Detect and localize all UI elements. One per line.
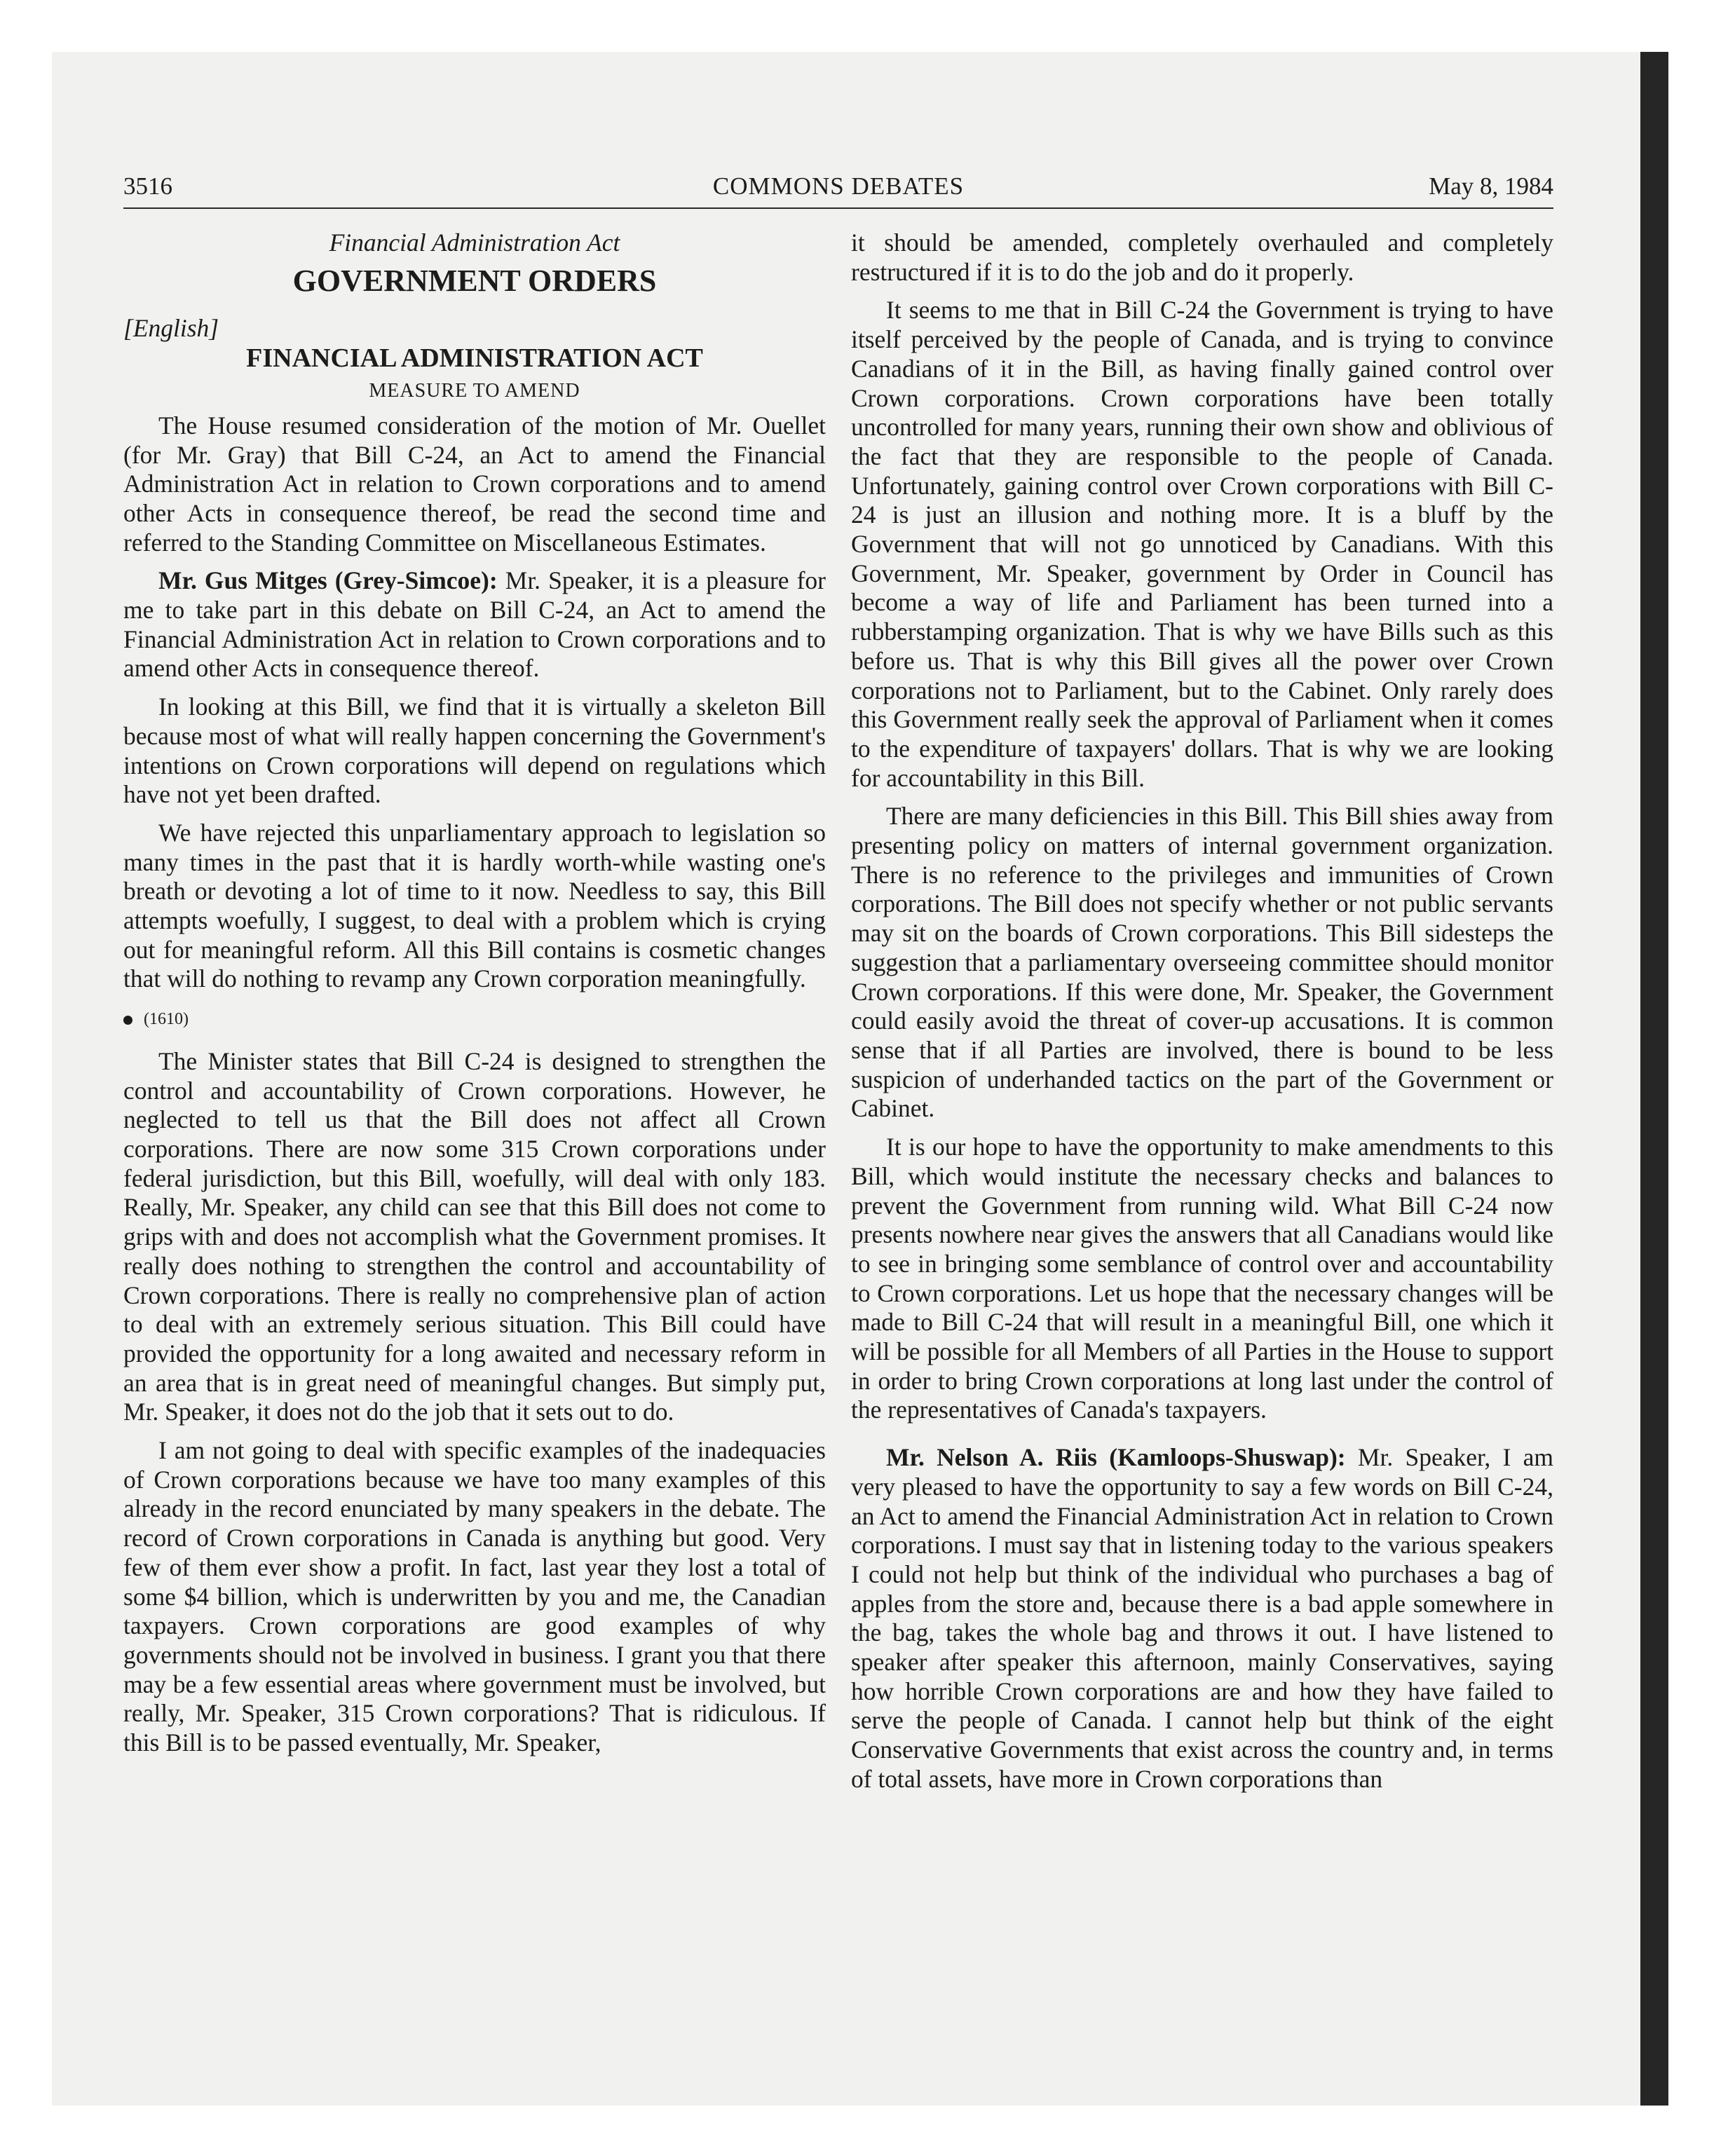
section-title: Financial Administration Act bbox=[329, 228, 620, 257]
publication-title: COMMONS DEBATES bbox=[712, 172, 965, 200]
time-marker bbox=[123, 1005, 826, 1035]
speech-paragraph: We have rejected this unparliamentary approach to legislation so many times in the past that it is hardly worth-while wasting one's breath or devoting a lot of time to it now. Needless to say, this Bill attempts woefully, I suggest, to deal with a problem which is crying out for meaningful reform. All this Bill contains is cosmetic changes that will do nothing to revamp any Crown corporation meaningfully. bbox=[123, 818, 826, 993]
bullet-icon bbox=[123, 1016, 132, 1025]
speaker-name: Mr. Nelson A. Riis (Kamloops-Shuswap): bbox=[886, 1443, 1346, 1472]
bill-subtitle: MEASURE TO AMEND bbox=[369, 380, 580, 402]
speech-paragraph: The Minister states that Bill C-24 is designed to strengthen the control and accountability of Crown corporations. However, he neglected to tell us that the Bill does not affect all Crown corporations. There are now some 315 Crown corporations under federal jurisdiction, but this Bill, woefully, will deal with only 183. Really, Mr. Speaker, any child can see that this Bill does not come to grips with and does not accomplish what the Government promises. It really does nothing to strengthen the control and accountability of Crown corporations. There is really no comprehensive plan of action to deal with an extremely serious situation. This Bill could have provided the opportunity for a long awaited and necessary reform in an area that is in great need of meaningful changes. But simply put, Mr. Speaker, it does not do the job that it sets out to do. bbox=[123, 1046, 826, 1426]
speech-paragraph: it should be amended, completely overhauled and completely restructured if it is to do the job and do it properly. bbox=[851, 228, 1553, 286]
speech-paragraph bbox=[851, 1443, 1553, 1794]
speech-paragraph bbox=[123, 566, 826, 683]
speech-paragraph: There are many deficiencies in this Bill. This Bill shies away from presenting policy on matters of internal government organization. There is no reference to the privileges and immunities of Crown corporations. The Bill does not specify whether or not public servants may sit on the boards of Crown corporations. This Bill sidesteps the suggestion that a parliamentary overseeing committee should monitor Crown corporations. If this were done, Mr. Speaker, the Government could easily avoid the threat of cover-up accusations. It is common sense that if all Parties are involved, there is bound to be less suspicion of underhanded tactics on the part of the Government or Cabinet. bbox=[851, 802, 1553, 1123]
speaker-name: Mr. Gus Mitges (Grey-Simcoe): bbox=[158, 566, 498, 595]
time-marker-label: (1610) bbox=[144, 1010, 189, 1029]
header-date: May 8, 1984 bbox=[1429, 172, 1553, 200]
speech-paragraph: In looking at this Bill, we find that it is virtually a skeleton Bill because most of what will really happen concerning the Government's intentions on Crown corporations will depend on regulations which have not yet been drafted. bbox=[123, 692, 826, 809]
right-column bbox=[851, 228, 1553, 1803]
bill-title: FINANCIAL ADMINISTRATION ACT bbox=[246, 343, 703, 374]
speech-text: Mr. Speaker, I am very pleased to have the opportunity to say a few words on Bill C-24, an Act to amend the Financial Administration Act in relation to Crown corporations. I must say that in listening today to the various speakers I could not help but think of the individual who purchases a bag of apples from the store and, because there is a bad apple somewhere in the bag, takes the whole bag and throws it out. I have listened to speaker after speaker this afternoon, mainly Conservatives, saying how horrible Crown corporations are and how they have failed to serve the people of Canada. I cannot help but think of the eight Conservative Governments that exist across the country and, in terms of total assets, have more in Crown corporations than bbox=[851, 1443, 1553, 1793]
scan-dark-edge bbox=[1640, 52, 1668, 2106]
language-tag: [English] bbox=[123, 313, 219, 342]
motion-paragraph: The House resumed consideration of the motion of Mr. Ouellet (for Mr. Gray) that Bill C-24, an Act to amend the Financial Administration Act in relation to Crown corporations and to amend other Acts in consequence thereof, be read the second time and referred to the Standing Committee on Miscellaneous Estimates. bbox=[123, 411, 826, 557]
running-header bbox=[123, 172, 1553, 209]
page-number: 3516 bbox=[123, 172, 172, 200]
left-column bbox=[123, 228, 826, 1767]
government-orders-heading: GOVERNMENT ORDERS bbox=[292, 263, 657, 298]
speech-paragraph: It is our hope to have the opportunity to make amendments to this Bill, which would institute the necessary checks and balances to prevent the Government from running wild. What Bill C-24 now presents nowhere near gives the answers that all Canadians would like to see in bringing some semblance of control over and accountability to Crown corporations. Let us hope that the necessary changes will be made to Bill C-24 that will result in a meaningful Bill, one which it will be possible for all Members of all Parties in the House to support in order to bring Crown corporations at long last under the control of the representatives of Canada's taxpayers. bbox=[851, 1133, 1553, 1424]
speech-paragraph: It seems to me that in Bill C-24 the Government is trying to have itself perceived by the people of Canada, and is trying to convince Canadians of it in the Bill, as having finally gained control over Crown corporations. Crown corporations have been totally uncontrolled for many years, running their own show and oblivious of the fact that they are responsible to the people of Canada. Unfortunately, gaining control over Crown corporations with Bill C-24 is just an illusion and nothing more. It is a bluff by the Government that will not go unnoticed by Canadians. With this Government, Mr. Speaker, government by Order in Council has become a way of life and Parliament has been turned into a rubberstamping organization. That is why we have Bills such as this before us. That is why this Bill gives all the power over Crown corporations not to Parliament, but to the Cabinet. Only rarely does this Government really seek the approval of Parliament when it comes to the expenditure of taxpayers' dollars. That is why we are looking for accountability in this Bill. bbox=[851, 296, 1553, 792]
speech-paragraph: I am not going to deal with specific examples of the inadequacies of Crown corporations because we have too many examples of this already in the record enunciated by many speakers in the debate. The record of Crown corporations in Canada is anything but good. Very few of them ever show a profit. In fact, last year they lost a total of some $4 billion, which is underwritten by you and me, the Canadian taxpayers. Crown corporations are good examples of why governments should not be involved in business. I grant you that there may be a few essential areas where government must be involved, but really, Mr. Speaker, 315 Crown corporations? That is ridiculous. If this Bill is to be passed eventually, Mr. Speaker, bbox=[123, 1436, 826, 1757]
speech-text: Mr. Speaker, it is a pleasure for me to take part in this debate on Bill C-24, an Act to amend the Financial Administration Act in relation to Crown corporations and to amend other Acts in consequence thereof. bbox=[123, 566, 826, 683]
